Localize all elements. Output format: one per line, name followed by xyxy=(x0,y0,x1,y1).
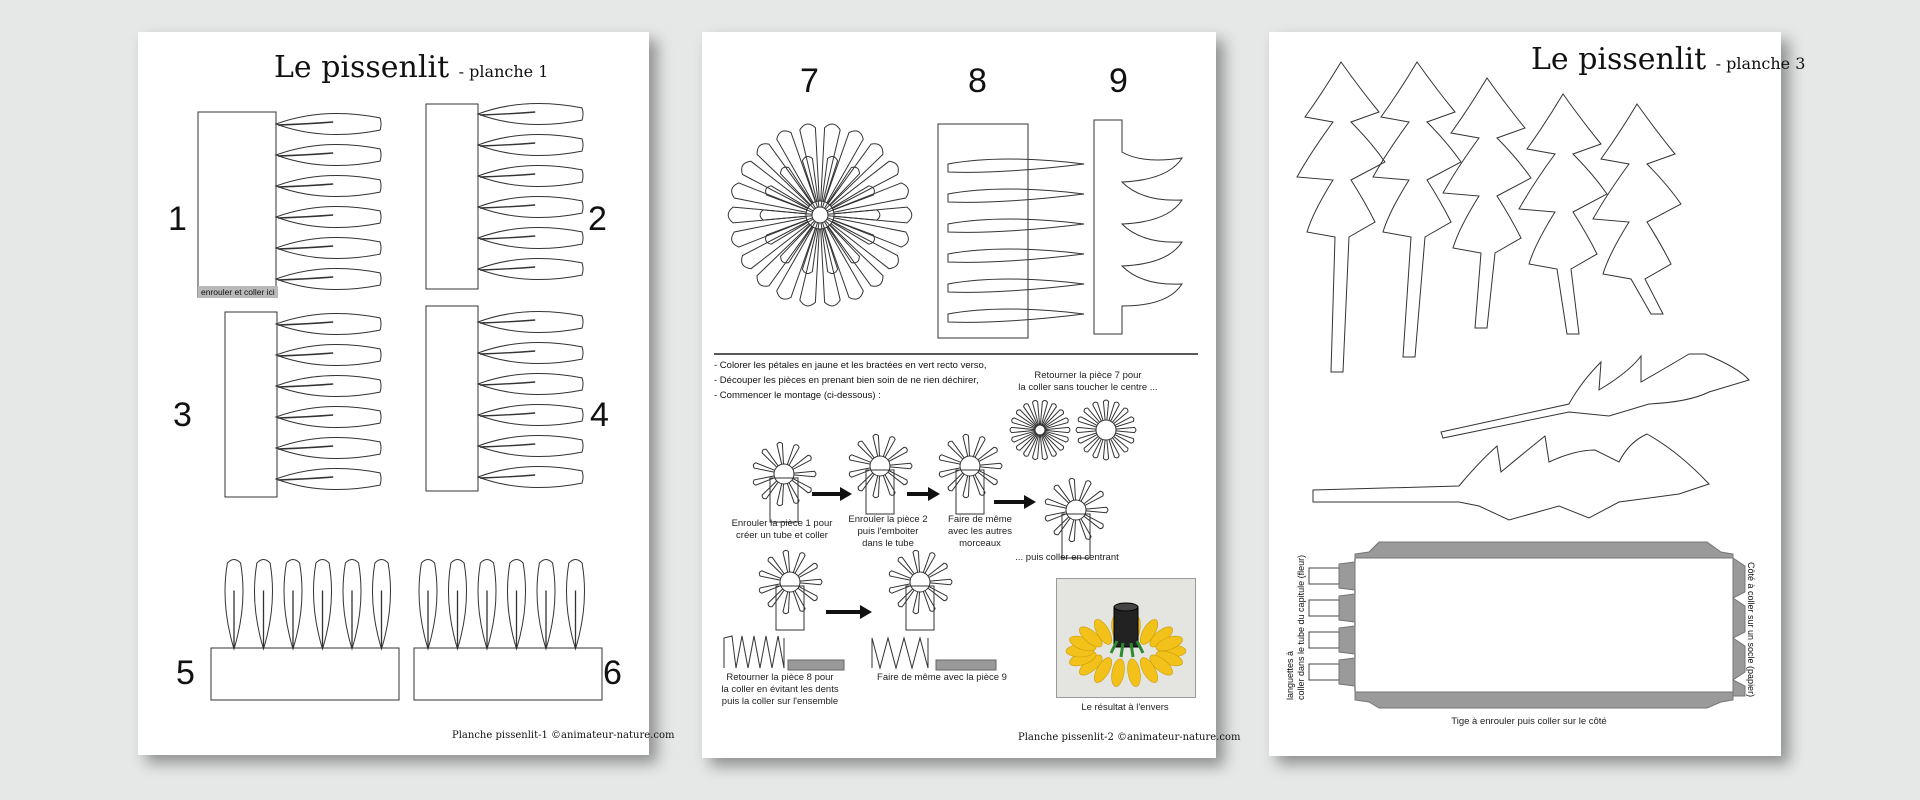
step5-drawing-petal xyxy=(759,584,780,593)
step6-drawing-petal xyxy=(913,592,920,614)
base-side-label: Côté à coller sur un socle (papier) xyxy=(1746,562,1756,698)
instruction-2: - Découper les pièces en prenant bien soin de ne rien déchirer, xyxy=(714,375,979,386)
step2-drawing-petal xyxy=(883,437,895,458)
arrow-1-head xyxy=(840,487,852,501)
glue-tab-3 xyxy=(1309,632,1339,648)
step4-flower-b-petal xyxy=(1112,408,1128,424)
tabs-label: languettes à coller dans le tube du capitule (fleur) xyxy=(1285,554,1306,700)
piece-5-base xyxy=(211,648,399,700)
step6-drawing-petal xyxy=(889,584,910,593)
step4-flower-a-petal xyxy=(1045,418,1069,429)
step1-drawing-petal xyxy=(753,476,774,485)
dandelion-leaf-7 xyxy=(1313,434,1709,520)
stem-bottom-band xyxy=(1355,692,1733,708)
step6-drawing-petal xyxy=(898,557,914,575)
glue-tab-2 xyxy=(1309,600,1339,616)
piece-8-tooth xyxy=(948,219,1084,232)
step3-drawing-petal xyxy=(978,471,997,485)
step4-flower-b-petal xyxy=(1115,417,1134,427)
step4-drawing-petal xyxy=(1084,491,1103,505)
step6-drawing-petal xyxy=(928,563,947,577)
step3-drawing-petal xyxy=(973,437,985,458)
planche1-title: Le pissenlit - planche 1 xyxy=(274,50,549,85)
planche2-footer: Planche pissenlit-2 ©animateur-nature.com xyxy=(1018,732,1241,743)
photo-tube xyxy=(1114,607,1138,647)
planche3-drawings xyxy=(1269,32,1781,756)
step4-drawing-petal xyxy=(1045,499,1066,508)
step4-flower-a-petal xyxy=(1012,418,1036,429)
step6-drawing-petal xyxy=(923,591,935,612)
caption-step-5: Retourner la pièce 8 pour la coller en évitant les dents puis la coller sur l'ensemble xyxy=(721,672,839,707)
piece-4-petal-vein xyxy=(480,351,535,354)
piece-2-petal-vein xyxy=(480,267,535,270)
piece-number-9: 9 xyxy=(1109,62,1128,100)
step5-drawing-petal xyxy=(793,591,805,612)
dandelion-leaf-4 xyxy=(1519,94,1607,334)
step4-flower-b-petal xyxy=(1103,440,1108,460)
step4-flower-a-center xyxy=(1035,425,1045,435)
piece-4-petal-vein xyxy=(480,475,535,478)
step1-drawing-tube xyxy=(770,478,798,522)
glue-tab-join-1 xyxy=(1339,562,1355,590)
caption-step-3: Faire de même avec les autres morceaux xyxy=(948,514,1012,549)
piece-2-petal-vein xyxy=(480,143,535,146)
piece-3-petal-vein xyxy=(278,446,333,449)
step5-drawing-petal xyxy=(783,550,790,572)
step4-flower-b-petal xyxy=(1078,417,1097,427)
caption-step-4-top: Retourner la pièce 7 pour la coller sans toucher le centre ... xyxy=(1018,370,1158,393)
piece-2-petal-vein xyxy=(480,112,535,115)
photo-tube-top xyxy=(1114,603,1138,611)
step2-drawing-petal xyxy=(890,463,912,468)
step1-drawing-petal xyxy=(792,479,811,493)
piece-3-petal-vein xyxy=(278,322,333,325)
piece-number-8: 8 xyxy=(968,62,987,100)
piece-1-petal-vein xyxy=(278,122,333,125)
step3-drawing-petal xyxy=(948,441,964,459)
step6-drawing-petal xyxy=(889,571,910,580)
step4-drawing-petal xyxy=(1079,481,1091,502)
step4-flower-b-petal xyxy=(1112,436,1128,452)
dandelion-leaf-5 xyxy=(1593,104,1681,314)
step4-flower-b-petal xyxy=(1084,436,1100,452)
piece-1-petal-vein xyxy=(278,215,333,218)
step2-drawing-petal xyxy=(888,447,907,461)
arrow-4-head xyxy=(860,605,872,619)
arrow-2-head xyxy=(928,487,940,501)
piece-number-6: 6 xyxy=(603,654,622,692)
caption-step-1: Enrouler la pièce 1 pour créer un tube et coller xyxy=(731,518,833,541)
step4-flower-b-petal xyxy=(1115,433,1134,443)
glue-tab-join-4 xyxy=(1339,658,1355,686)
planche3-title: Le pissenlit - planche 3 xyxy=(1531,42,1806,77)
step4-flower-a-petal xyxy=(1012,431,1036,442)
piece-2-petal-vein xyxy=(480,205,535,208)
glue-tab-join-3 xyxy=(1339,626,1355,654)
piece-7-inner-center xyxy=(812,207,828,223)
step1-drawing-petal xyxy=(787,445,799,466)
step6-drawing-petal xyxy=(923,553,935,574)
step1-drawing-petal xyxy=(787,483,799,504)
step3-drawing-petal xyxy=(963,434,970,456)
dandelion-leaf-6 xyxy=(1441,354,1749,438)
instruction-1: - Colorer les pétales en jaune et les bractées en vert recto verso, xyxy=(714,360,987,371)
step4-flower-a-petal xyxy=(1045,431,1069,442)
piece-4-petal-vein xyxy=(480,444,535,447)
step5-drawing-petal xyxy=(800,579,822,584)
step4-drawing-petal xyxy=(1086,507,1108,512)
step2-drawing-petal xyxy=(849,468,870,477)
step2-drawing-tube xyxy=(866,470,894,514)
step5-drawing-petal xyxy=(798,563,817,577)
piece-6-base xyxy=(414,648,602,700)
glue-tab-join-2 xyxy=(1339,594,1355,622)
step3-drawing-center xyxy=(960,456,980,476)
caption-result: Le résultat à l'envers xyxy=(1081,702,1169,713)
step4-drawing-petal xyxy=(1054,485,1070,503)
step1-drawing-petal xyxy=(794,471,816,476)
step3-drawing-petal xyxy=(978,447,997,461)
piece-1-strip xyxy=(198,112,276,297)
stem-rectangle xyxy=(1355,554,1733,696)
step5-strip-b xyxy=(788,660,844,670)
caption-step-6: Faire de même avec la pièce 9 xyxy=(877,672,1007,683)
piece-number-7: 7 xyxy=(800,62,819,100)
step4-flower-b-petal xyxy=(1103,400,1108,420)
step4-flower-b-petal xyxy=(1109,439,1119,458)
step5-strip-a xyxy=(724,636,784,668)
piece-4-strip xyxy=(426,306,478,491)
piece-2-strip xyxy=(426,104,478,289)
arrow-3-head xyxy=(1024,495,1036,509)
piece-2-petal-vein xyxy=(480,174,535,177)
piece-9-strip xyxy=(1094,120,1182,334)
piece-1-petal-vein xyxy=(278,277,333,280)
instruction-3: - Commencer le montage (ci-dessous) : xyxy=(714,390,881,401)
piece-8-tooth xyxy=(948,309,1084,322)
step1-drawing-petal xyxy=(777,442,784,464)
step6-drawing-petal xyxy=(930,579,952,584)
step3-drawing-petal xyxy=(939,455,960,464)
step2-drawing-petal xyxy=(858,441,874,459)
step3-drawing-tube xyxy=(956,470,984,514)
piece-3-petal-vein xyxy=(278,384,333,387)
stem-top-band xyxy=(1355,542,1733,558)
piece-number-5: 5 xyxy=(176,654,195,692)
step4-flower-b-petal xyxy=(1109,402,1119,421)
step4-drawing-petal xyxy=(1045,512,1066,521)
step6-drawing-tube xyxy=(906,586,934,630)
step4-drawing-petal xyxy=(1084,515,1103,529)
piece-number-2: 2 xyxy=(588,200,607,238)
step5-drawing-petal xyxy=(768,557,784,575)
piece-1-petal-vein xyxy=(278,184,333,187)
piece-1-petal-vein xyxy=(278,246,333,249)
sheet-planche-2 xyxy=(702,32,1241,758)
piece-number-3: 3 xyxy=(173,396,192,434)
step6-strip-b xyxy=(936,660,996,670)
step2-drawing-petal xyxy=(873,434,880,456)
step2-drawing-petal xyxy=(873,476,880,498)
step4-flower-b-petal xyxy=(1078,433,1097,443)
step4-flower-b-petal xyxy=(1084,408,1100,424)
step2-drawing-center xyxy=(870,456,890,476)
step1-drawing-center xyxy=(774,464,794,484)
planche1-drawings xyxy=(138,32,649,755)
step4-flower-a-petal xyxy=(1045,427,1070,432)
photo-petal xyxy=(1126,658,1143,688)
caption-step-2: Enrouler la pièce 2 puis l'emboiter dans le tube xyxy=(848,514,928,549)
glue-here-tag: enrouler et coller ici xyxy=(198,286,278,298)
step5-drawing-petal xyxy=(759,571,780,580)
stem-side-teeth xyxy=(1733,558,1745,696)
piece-2-petal-vein xyxy=(480,236,535,239)
step4-flower-b-petal xyxy=(1076,427,1096,432)
piece-3-petal-vein xyxy=(278,415,333,418)
dandelion-leaf-2 xyxy=(1373,62,1461,357)
step2-drawing-petal xyxy=(888,471,907,485)
step5-drawing-tube xyxy=(776,586,804,630)
glue-tab-1 xyxy=(1309,568,1339,584)
planche1-footer: Planche pissenlit-1 ©animateur-nature.com xyxy=(452,730,675,741)
sheet-planche-1 xyxy=(138,32,675,755)
caption-step-4-bottom: ... puis coller en centrant xyxy=(1015,552,1119,563)
step2-drawing-petal xyxy=(883,475,895,496)
step4-flower-b-petal xyxy=(1093,402,1103,421)
photo-petal xyxy=(1110,658,1127,688)
step4-flower-a-petal xyxy=(1010,427,1035,432)
step5-drawing-petal xyxy=(783,592,790,614)
step5-drawing-petal xyxy=(793,553,805,574)
step4-flower-b-center xyxy=(1096,420,1116,440)
dandelion-leaf-3 xyxy=(1443,78,1531,328)
step4-drawing-center xyxy=(1066,500,1086,520)
step5-drawing-center xyxy=(780,572,800,592)
piece-number-1: 1 xyxy=(168,200,187,238)
glue-tab-4 xyxy=(1309,664,1339,680)
piece-3-strip xyxy=(225,312,277,497)
result-photo xyxy=(1056,578,1196,698)
piece-number-4: 4 xyxy=(590,396,609,434)
step3-drawing-petal xyxy=(963,476,970,498)
result-photo-image xyxy=(1057,579,1195,697)
piece-1-petal-vein xyxy=(278,153,333,156)
step2-drawing-petal xyxy=(849,455,870,464)
step1-drawing-petal xyxy=(753,463,774,472)
step4-drawing-petal xyxy=(1079,519,1091,540)
step3-drawing-petal xyxy=(939,468,960,477)
step4-flower-b-petal xyxy=(1093,439,1103,458)
step6-drawing-center xyxy=(910,572,930,592)
step1-drawing-petal xyxy=(792,455,811,469)
piece-8-tooth xyxy=(948,279,1084,292)
step4-drawing-petal xyxy=(1069,520,1076,542)
step5-drawing-petal xyxy=(798,587,817,601)
piece-4-petal-vein xyxy=(480,320,535,323)
dandelion-leaf-1 xyxy=(1297,62,1385,372)
step4-drawing-petal xyxy=(1069,478,1076,500)
piece-4-petal-vein xyxy=(480,382,535,385)
piece-8-tooth xyxy=(948,189,1084,202)
step3-drawing-petal xyxy=(980,463,1002,468)
piece-4-petal-vein xyxy=(480,413,535,416)
step1-drawing-petal xyxy=(762,449,778,467)
piece-8-tooth xyxy=(948,249,1084,262)
step6-drawing-petal xyxy=(928,587,947,601)
step6-drawing-petal xyxy=(913,550,920,572)
step4-flower-b-petal xyxy=(1116,427,1136,432)
sheet-planche-3 xyxy=(1269,32,1806,756)
piece-3-petal-vein xyxy=(278,353,333,356)
piece-3-petal-vein xyxy=(278,477,333,480)
step6-strip-a xyxy=(872,638,928,668)
step3-drawing-petal xyxy=(973,475,985,496)
instructions xyxy=(714,358,986,403)
step1-drawing-petal xyxy=(777,484,784,506)
stem-caption: Tige à enrouler puis coller sur le côté xyxy=(1451,716,1607,727)
piece-8-tooth xyxy=(948,159,1084,172)
